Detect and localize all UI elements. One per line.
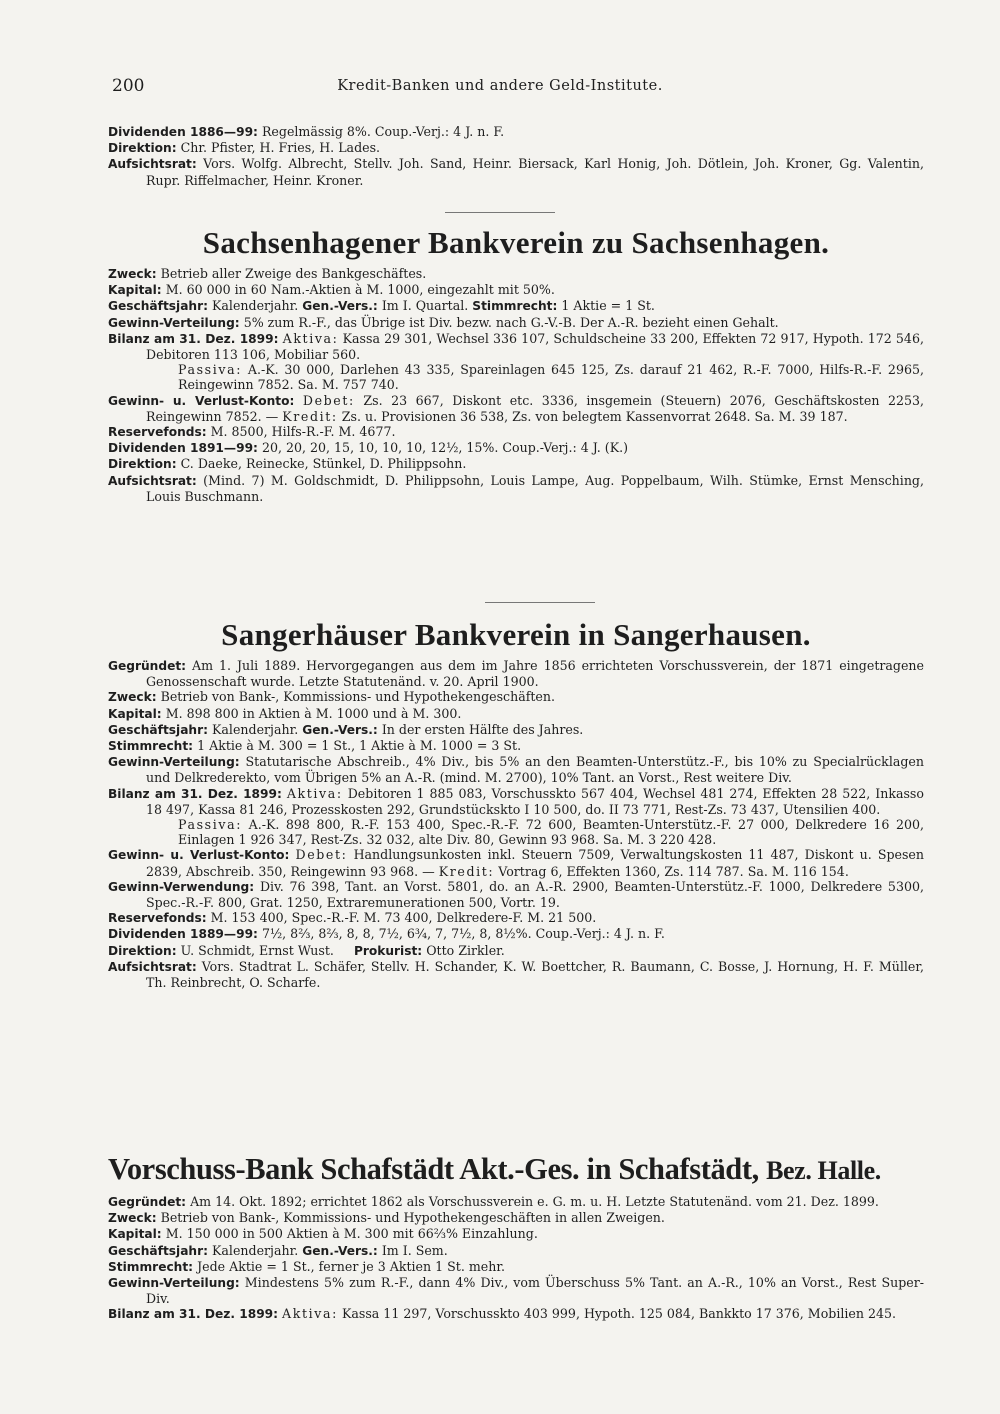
entry-reservefonds: Reservefonds: M. 153 400, Spec.-R.-F. M. 73 400, Delkredere-F. M. 21 500.	[108, 910, 597, 926]
entry-direktion: Direktion: U. Schmidt, Ernst Wust. Prokurist: Otto Zirkler.	[108, 942, 505, 958]
entry-bilanz: Bilanz am 31. Dez. 1899: Aktiva: Kassa 29 301, Wechsel 336 107, Schuldscheine 33 200, Effekten 72 917, Hypoth. 172 546, Debitoren 113 106, Mobiliar 560.	[108, 330, 924, 363]
entry-gegruendet: Gegründet: Am 14. Okt. 1892; errichtet 1862 als Vorschussverein e. G. m. u. H. Letzte Statutenänd. vom 21. Dez. 1899.	[108, 1194, 879, 1209]
entry-geschaeftsjahr: Geschäftsjahr: Kalenderjahr. Gen.-Vers.: In der ersten Hälfte des Jahres.	[108, 721, 584, 737]
entry-gewinn-verteilung: Gewinn-Verteilung: 5% zum R.-F., das Übrige ist Div. bezw. nach G.-V.-B. Der A.-R. bezieht einen Gehalt.	[108, 314, 779, 330]
page-number: 200	[112, 76, 145, 96]
entry-kapital: Kapital: M. 150 000 in 500 Aktien à M. 300 mit 66⅔% Einzahlung.	[108, 1226, 538, 1242]
previous-entry-continuation	[108, 124, 924, 188]
entry-stimmrecht: Stimmrecht: 1 Aktie à M. 300 = 1 St., 1 Aktie à M. 1000 = 3 St.	[108, 738, 522, 754]
entry-kapital: Kapital: M. 60 000 in 60 Nam.-Aktien à M. 1000, eingezahlt mit 50%.	[108, 282, 555, 298]
entry-passiva: Passiva: A.-K. 30 000, Darlehen 43 335, Spareinlagen 645 125, Zs. darauf 21 462, R.-F. 7000, Hilfs-R.-F. 2965, Reingewinn 7852. Sa. M. 757 740.	[178, 362, 924, 393]
entry-gewinn-verlust: Gewinn- u. Verlust-Konto: Debet: Zs. 23 667, Diskont etc. 3336, insgemein (Steuern) 2076, Geschäftskosten 2253, Reingewinn 7852. — Kredit: Zs. u. Provisionen 36 538, Zs. von belegtem Kassenvorrat 2648. Sa. M. 39 187.	[108, 392, 925, 424]
entry-geschaeftsjahr: Geschäftsjahr: Kalenderjahr. Gen.-Vers.: Im I. Sem.	[108, 1242, 448, 1258]
entry-stimmrecht: Stimmrecht: Jede Aktie = 1 St., ferner je 3 Aktien 1 St. mehr.	[108, 1258, 505, 1274]
section-sachsenhagen	[108, 226, 924, 504]
entry-reservefonds: Reservefonds: M. 8500, Hilfs-R.-F. M. 4677.	[108, 424, 396, 440]
running-header	[0, 76, 1000, 100]
entry-bilanz: Bilanz am 31. Dez. 1899: Aktiva: Debitoren 1 885 083, Vorschusskto 567 404, Wechsel 481 274, Effekten 28 522, Inkasso 18 497, Kassa 81 246, Prozesskosten 292, Grundstückskto I 10 500, do. II 73 771, Rest-Zs. 73 437, Utensilien 400.	[108, 785, 924, 817]
section-sangerhausen	[108, 618, 924, 990]
section-divider	[445, 212, 555, 213]
section-schafstaedt	[108, 1152, 924, 1323]
section-title: Sachsenhagener Bankverein zu Sachsenhagen.	[202, 225, 830, 260]
running-title: Kredit-Banken und andere Geld-Institute.	[337, 78, 663, 94]
entry-zweck: Zweck: Betrieb aller Zweige des Bankgeschäftes.	[108, 266, 427, 281]
section-title: Vorschuss-Bank Schafstädt Akt.-Ges. in Schafstädt, Bez. Halle.	[108, 1152, 881, 1186]
entry-gewinn-verteilung: Gewinn-Verteilung: Statutarische Abschreib., 4% Div., bis 5% an den Beamten-Unterstütz.-F., bis 10% zu Specialrücklagen und Delkrederekto, vom Übrigen 5% an A.-R. (mind. M. 2700), 10% Tant. an Vorst., Rest weitere Div.	[108, 754, 924, 786]
entry-direktion: Direktion: Chr. Pfister, H. Fries, H. Lades.	[108, 140, 381, 156]
entry-dividenden: Dividenden 1886—99: Regelmässig 8%. Coup.-Verj.: 4 J. n. F.	[108, 124, 505, 139]
entry-direktion: Direktion: C. Daeke, Reinecke, Stünkel, D. Philippsohn.	[108, 456, 467, 472]
entry-dividenden: Dividenden 1889—99: 7½, 8⅔, 8⅔, 8, 8, 7½, 6¾, 7, 7½, 8, 8½%. Coup.-Verj.: 4 J. n. F.	[108, 926, 665, 942]
entry-zweck: Zweck: Betrieb von Bank-, Kommissions- und Hypothekengeschäften in allen Zweigen.	[108, 1210, 665, 1226]
entry-geschaeftsjahr: Geschäftsjahr: Kalenderjahr. Gen.-Vers.: Im I. Quartal. Stimmrecht: 1 Aktie = 1 St.	[108, 298, 655, 314]
entry-gegruendet: Gegründet: Am 1. Juli 1889. Hervorgegangen aus dem im Jahre 1856 errichteten Vorschussverein, der 1871 eingetragene Genossenschaft wurde. Letzte Statutenänd. v. 20. April 1900.	[108, 658, 924, 690]
section-divider	[485, 602, 595, 603]
entry-dividenden: Dividenden 1891—99: 20, 20, 20, 15, 10, 10, 10, 12½, 15%. Coup.-Verj.: 4 J. (K.)	[108, 440, 629, 456]
entry-aufsichtsrat: Aufsichtsrat: Vors. Stadtrat L. Schäfer, Stellv. H. Schander, K. W. Boettcher, R. Baumann, C. Bosse, J. Hornung, H. F. Müller, Th. Reinbrecht, O. Scharfe.	[108, 958, 924, 991]
entry-aufsichtsrat: Aufsichtsrat: (Mind. 7) M. Goldschmidt, D. Philippsohn, Louis Lampe, Aug. Poppelbaum, Wilh. Stümke, Ernst Mensching, Louis Buschmann.	[108, 472, 924, 504]
entry-gewinn-verlust: Gewinn- u. Verlust-Konto: Debet: Handlungsunkosten inkl. Steuern 7509, Verwaltungskosten 11 487, Diskont u. Spesen 2839, Abschreib. 350, Reingewinn 93 968. — Kredit: Vortrag 6, Effekten 1360, Zs. 114 787. Sa. M. 116 154.	[108, 847, 924, 879]
entry-bilanz: Bilanz am 31. Dez. 1899: Aktiva: Kassa 11 297, Vorschusskto 403 999, Hypoth. 125 084, Bankkto 17 376, Mobilien 245.	[108, 1306, 897, 1322]
entry-kapital: Kapital: M. 898 800 in Aktien à M. 1000 und à M. 300.	[108, 705, 462, 721]
entry-passiva: Passiva: A.-K. 898 800, R.-F. 153 400, Spec.-R.-F. 72 600, Beamten-Unterstütz.-F. 27 000, Delkredere 16 200, Einlagen 1 926 347, Rest-Zs. 32 032, alte Div. 80, Gewinn 93 968. Sa. M. 3 220 428.	[178, 817, 924, 848]
entry-gewinn-verwendung: Gewinn-Verwendung: Div. 76 398, Tant. an Vorst. 5801, do. an A.-R. 2900, Beamten-Unterstütz.-F. 1000, Delkredere 5300, Spec.-R.-F. 800, Grat. 1250, Extraremunerationen 500, Vortr. 19.	[108, 878, 924, 911]
section-title: Sangerhäuser Bankverein in Sangerhausen.	[221, 617, 811, 652]
entry-zweck: Zweck: Betrieb von Bank-, Kommissions- und Hypothekengeschäften.	[108, 689, 556, 705]
entry-gewinn-verteilung: Gewinn-Verteilung: Mindestens 5% zum R.-F., dann 4% Div., vom Überschuss 5% Tant. an A.-R., 10% an Vorst., Rest Super-Div.	[108, 1275, 924, 1307]
entry-aufsichtsrat: Aufsichtsrat: Vors. Wolfg. Albrecht, Stellv. Joh. Sand, Heinr. Biersack, Karl Honig, Joh. Dötlein, Joh. Kroner, Gg. Valentin, Rupr. Riffelmacher, Heinr. Kroner.	[108, 156, 924, 188]
